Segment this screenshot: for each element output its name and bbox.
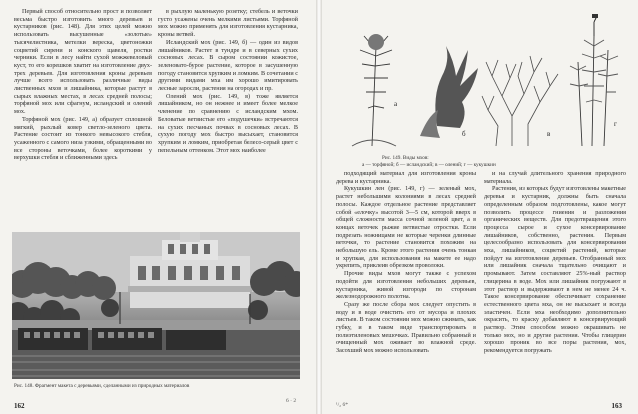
figure-caption-title: Рис. 149. Виды мхов: (382, 155, 429, 161)
signature-mark: 6 · 2 (286, 398, 297, 404)
layout-model-photo (12, 232, 300, 379)
plate-label-a: а (394, 100, 398, 108)
paragraph: Прочие виды мхов могут также с успехом подойти для изготовления небольших деревьев, кустарника, живой изгороди по сторонам железнодорожного полотна. (336, 270, 476, 301)
paragraph: подходящий материал для изготовления кроны дерева и кустарника. (336, 170, 476, 185)
moss-illustrations (342, 6, 632, 154)
paragraph: Растения, из которых будут изготовлены макетные деревья и кустарник, должны быть сначала определенным образом подготовлены, какое могут позволить процессе гниения и разложения органических веществ. Для предотвращения этого процесса сырое и сухое консервирование лишайников, собственно, растения. Первым целесообразно использовать для консервирования мха, лишайников, соцветий растений, которые пойдут на изготовление деревьев. Отобранный мох или лишайник сначала тщательно очищают и промывают. Затем составляют 25%-ный раствор глицерина в воде. Мох или лишайник погружают в этот раствор и выдерживают в нем не менее 24 ч. Такое консервирование обеспечивает сохранение естественного цвета мха, он не высыхает и всегда эластичен. Если мха необходимо дополнительно окрасить, то краску добавляют в консервирующий раствор. Этим способом можно окрашивать не только мох, но и другие растения. Чтобы глицерин хорошо проник во все поры растения, мох, рекомендуется погружать (484, 185, 626, 355)
paragraph: Сразу же после сбора мох следует опустить в воду и в воде очистить его от мусора и плохих листьев. В таком состоянии мох можно сжимать, как губку, и в таком виде транспортировать в полиэтиленовых мешочках. Правильно собранный и очищенный мох оживает во влажной среде. Засохший мох можно использовать (336, 300, 476, 355)
paragraph: Кукушкин лен (рис. 149, г) — зеленый мох, растет небольшими колониями в лесах средней полосы. Каждое отдельное растение представляет собой «елочку» высотой 3—5 см, которой вверх в общей сложности масса сочной зеленой цвет, а в концах веточек рыжие ветвистые отростки. Если подрезать ножницами не которые черенки длинные веточки, то растение становится похожим на небольшую ель. Кроме этого растения очень тонкая и хрупкая, для использования на макете ее надо укрепить, приклеив обрезком проволоки. (336, 185, 476, 270)
paragraph: Первый способ относительно прост и позволяет весьма быстро изготовить много деревьев и кустарников (рис. 148). Для этих целей можно использовать высушенные «золотые» тысячелистника, метелки вереска, цветоножки соцветий сирени и конского щавеля, ростки черники. Если в лесу найти сухой можжевеловый куст, то его корешков хватит на изготовление двух-трех деревьев. Для изготовления кроны деревьев лучше всего использовать различные виды лиственных мхов и лишайника, которые растут в сырых влажных местах, в лесах средней полосы; торфяной мох или сфагнум, исландский и олений мох. (14, 8, 152, 116)
photo-caption: Рис. 148. Фрагмент макета с деревьями, сделанными из природных материалов (14, 383, 190, 389)
page-number: 163 (611, 402, 622, 410)
plate-label-d: г (614, 120, 617, 128)
plate-label-c: в (547, 130, 551, 138)
left-page-column-2 (158, 8, 298, 230)
moss-illustration-d (570, 14, 618, 146)
page-number: 162 (14, 402, 25, 410)
left-page (0, 0, 316, 414)
paragraph: и на случай длительного хранения природного материала. (484, 170, 626, 185)
plate-label-b: б (462, 130, 466, 138)
right-page-column-2 (484, 170, 626, 398)
paragraph: Олений мох (рис. 149, в) тоже является лишайником, но он нежнее и имеет более мелкое членение по сравнению с исландским мхом. Беловатые ветвистые его «подушечки» встречаются на сухих песчаных почвах в сосновых лесах. В сухую погоду мох быстро высыхает, становится хрупким и ломким, приобретая белесо-серый цвет с пепельным оттенком. Этот мох наиболее (158, 92, 298, 154)
figure-caption (362, 155, 632, 168)
paragraph: Исландский мох (рис. 149, б) — один из видов лишайников. Растет в тундре и в северных сухих сосновых лесах. В сыром состоянии кожистое, зеленовато-бурое растение, которое в засушенную погоду становится хрупким и ломким. В сочетании с другими видами мха им хорошо имитировать лесные заросли, растения на огородах и пр. (158, 38, 298, 93)
signature-mark: ¹/₂ 6* (336, 402, 348, 408)
paragraph: в рыхлую маленькую розетку; стебель и веточки густо усажены очень мелкими листьями. Торфяной мох можно применять для изготовления кустарника, кроны ветвей. (158, 8, 298, 39)
figure-caption-legend: а — торфяной; б — исландский; в — олений; г — кукушкин (362, 161, 496, 168)
right-page (322, 0, 638, 414)
left-page-column-1 (14, 8, 152, 230)
moss-illustration-a (352, 34, 396, 146)
paragraph: Торфяной мох (рис. 149, а) образует сплошной мягкий, рыхлый ковер светло-зеленого цвета. Растение состоит из тонкого невысокого стебля, усаженного с самого низа узкими, обращенными во все стороны веточками, более короткими у верхушки стебля и сближенными здесь (14, 115, 152, 162)
right-page-column-1 (336, 170, 476, 398)
moss-illustration-b (420, 46, 478, 138)
